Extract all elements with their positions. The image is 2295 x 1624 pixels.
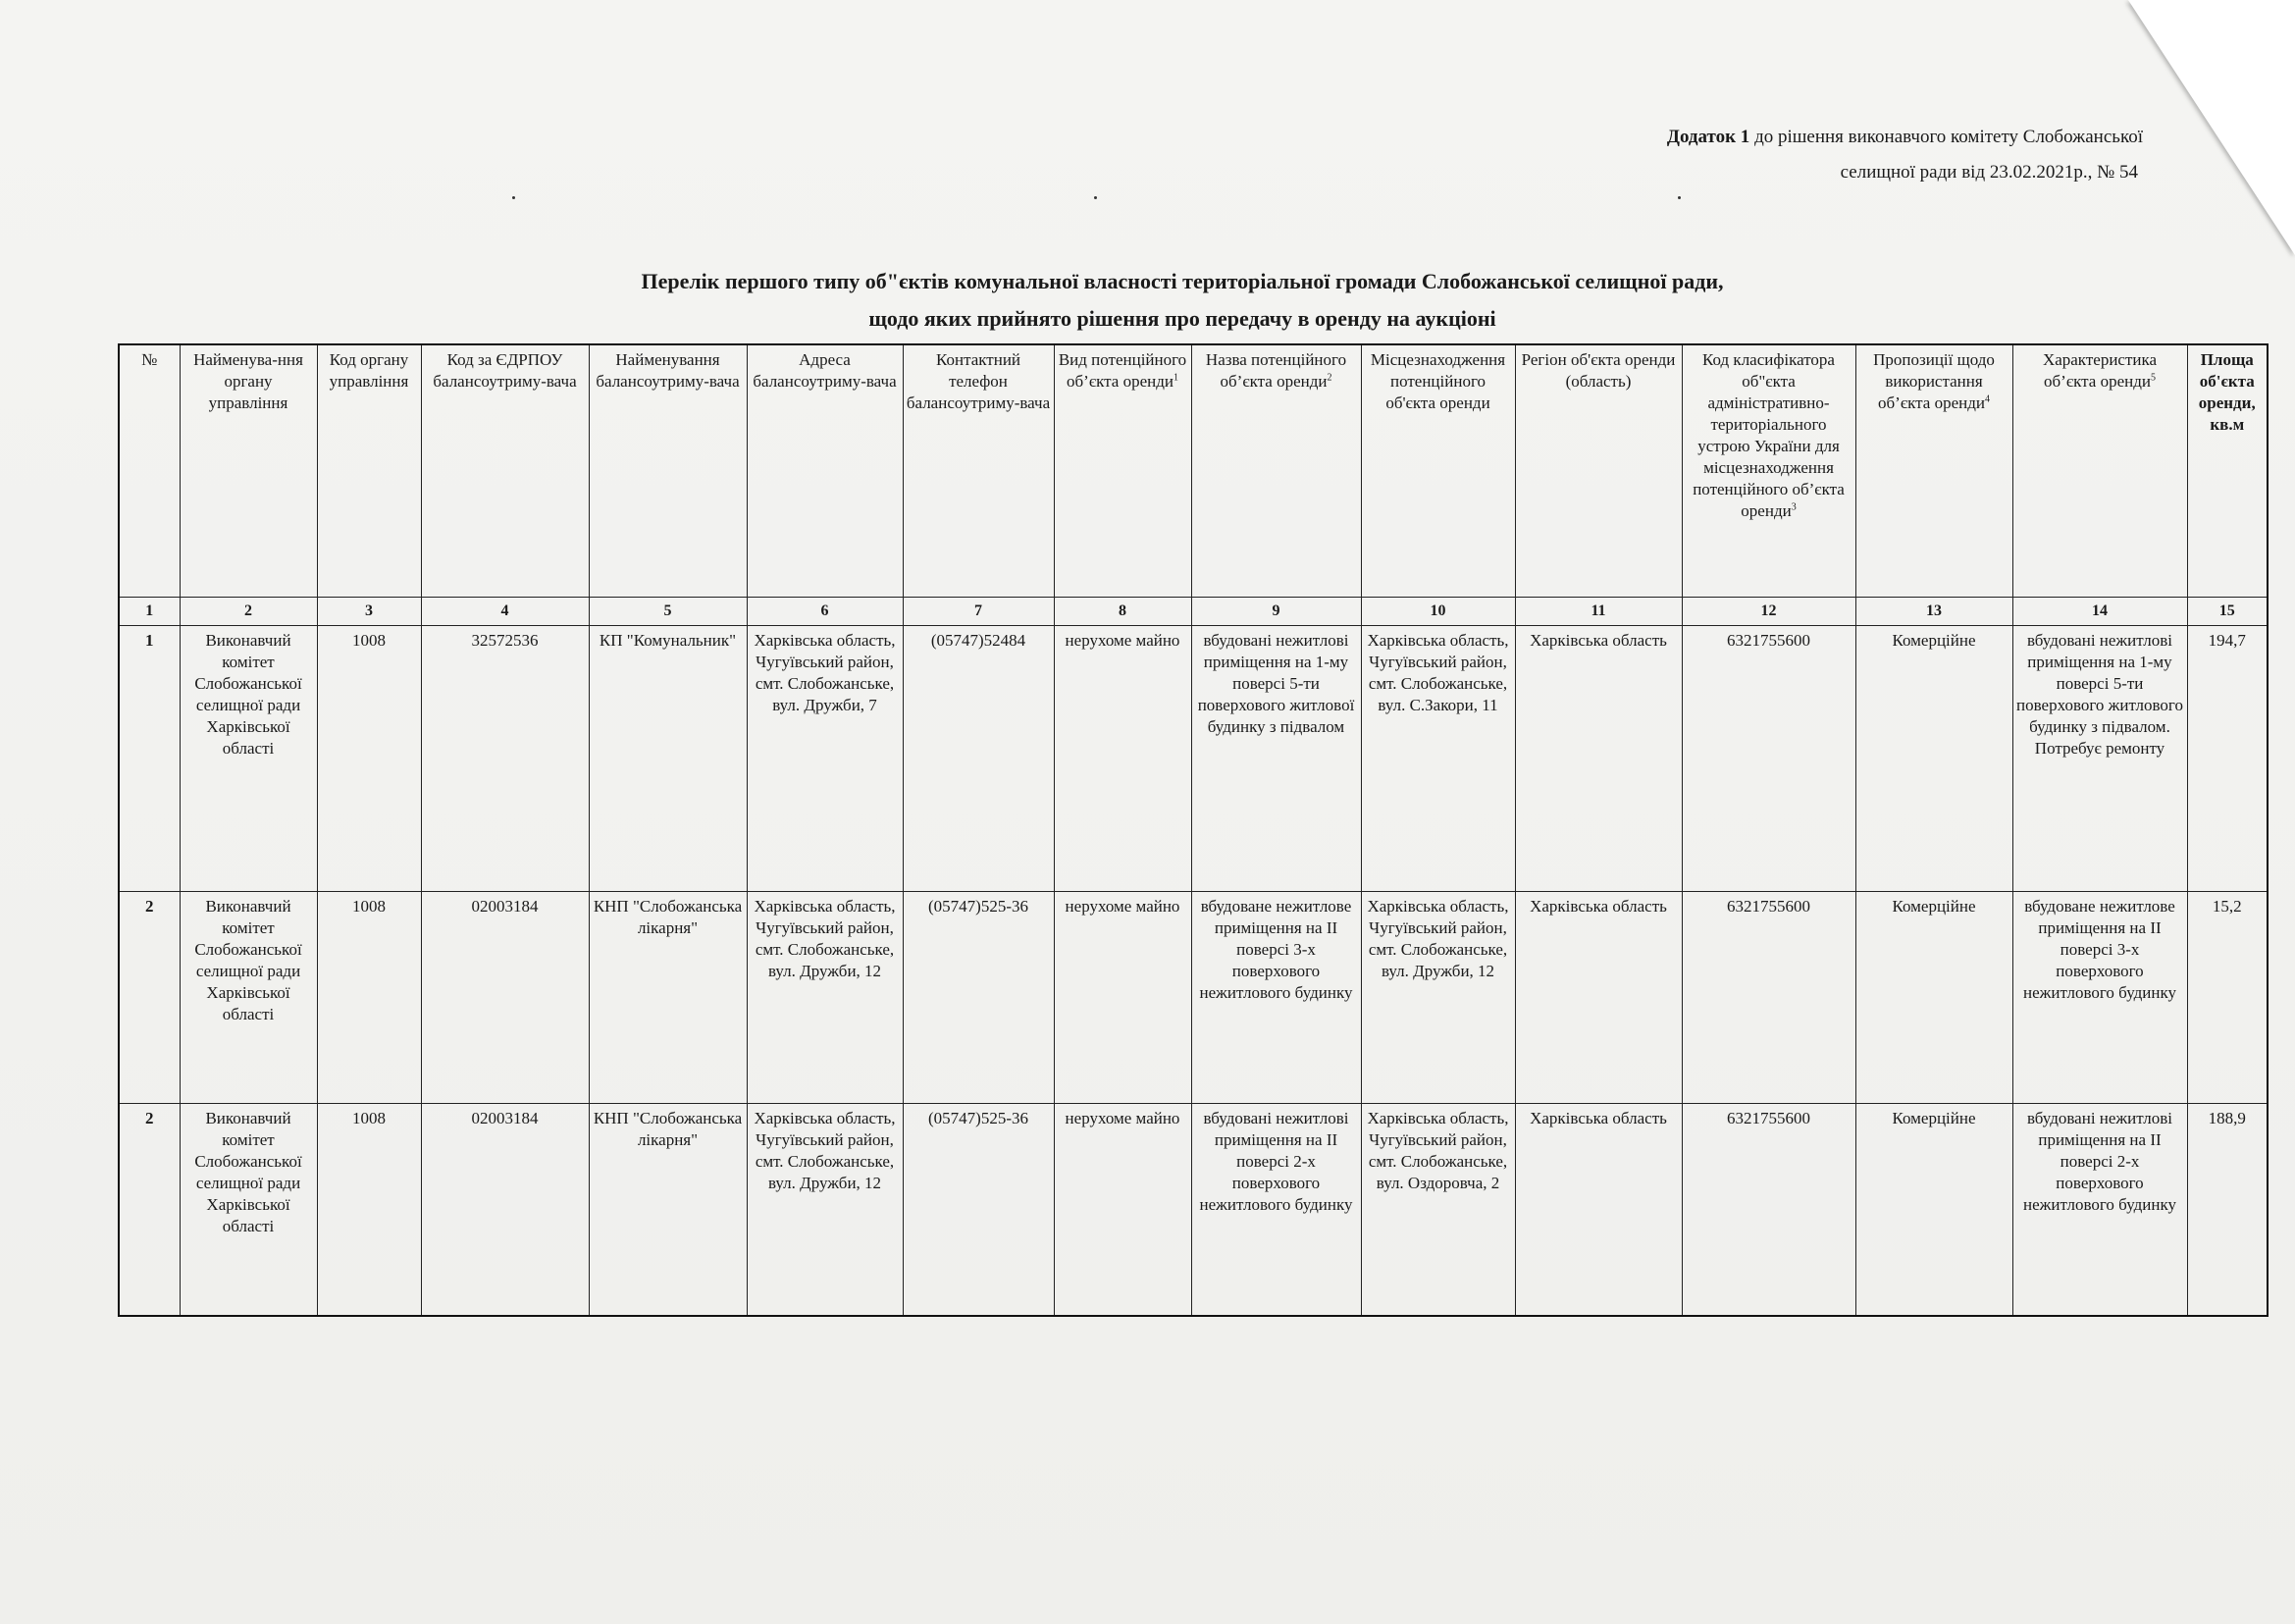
- column-number: 15: [2187, 598, 2268, 626]
- header-cell: Площа об'єкта оренди, кв.м: [2187, 344, 2268, 598]
- folded-corner: [2128, 0, 2295, 255]
- location-cell: Харківська область, Чугуївський район, смт. Слобожанське, вул. Дружби, 12: [1361, 892, 1515, 1104]
- table-row: [119, 626, 2268, 892]
- kind-cell: нерухоме майно: [1054, 1104, 1191, 1317]
- column-number: 3: [317, 598, 421, 626]
- header-text: Пропозиції щодо використання об’єкта оренди: [1873, 350, 1995, 412]
- edrpou-cell: 02003184: [421, 892, 589, 1104]
- phone-cell: (05747)52484: [903, 626, 1054, 892]
- footnote-mark: 2: [1327, 372, 1332, 384]
- annex-number: Додаток 1: [1666, 127, 1750, 147]
- koatuu-cell: 6321755600: [1682, 892, 1855, 1104]
- column-number: 14: [2012, 598, 2187, 626]
- header-cell: [1855, 344, 2012, 598]
- title-line1: Перелік першого типу об"єктів комунальної власності територіальної громади Слобожанської селищної ради,: [641, 269, 1724, 293]
- column-number: 5: [589, 598, 747, 626]
- column-number: 11: [1515, 598, 1682, 626]
- address-cell: Харківська область, Чугуївський район, смт. Слобожанське, вул. Дружби, 7: [747, 626, 903, 892]
- scan-dot: [512, 196, 515, 199]
- region-cell: Харківська область: [1515, 626, 1682, 892]
- region-cell: Харківська область: [1515, 892, 1682, 1104]
- header-cell: №: [119, 344, 180, 598]
- header-cell: Місцезнаходження потенційного об'єкта оренди: [1361, 344, 1515, 598]
- column-number: 7: [903, 598, 1054, 626]
- object-name-cell: вбудовані нежитлові приміщення на ІІ поверсі 2-х поверхового нежитлового будинку: [1191, 1104, 1361, 1317]
- org-cell: Виконавчий комітет Слобожанської селищної ради Харківської області: [180, 1104, 317, 1317]
- table-row: [119, 892, 2268, 1104]
- holder-cell: КНП "Слобожанська лікарня": [589, 1104, 747, 1317]
- header-cell: Контактний телефон балансоутриму-вача: [903, 344, 1054, 598]
- column-number: 10: [1361, 598, 1515, 626]
- row-number: 2: [119, 892, 180, 1104]
- kind-cell: нерухоме майно: [1054, 626, 1191, 892]
- footnote-mark: 4: [1984, 393, 1990, 405]
- location-cell: Харківська область, Чугуївський район, смт. Слобожанське, вул. С.Закори, 11: [1361, 626, 1515, 892]
- org-cell: Виконавчий комітет Слобожанської селищної ради Харківської області: [180, 626, 317, 892]
- characteristic-cell: вбудоване нежитлове приміщення на ІІ поверсі 3-х поверхового нежитлового будинку: [2012, 892, 2187, 1104]
- column-number: 13: [1855, 598, 2012, 626]
- header-row: [119, 344, 2268, 598]
- row-number: 1: [119, 626, 180, 892]
- header-cell: Код за ЄДРПОУ балансоутриму-вача: [421, 344, 589, 598]
- header-cell: Найменування балансоутриму-вача: [589, 344, 747, 598]
- annex-line2: селищної ради від 23.02.2021р., № 54: [1840, 162, 2138, 183]
- column-number: 8: [1054, 598, 1191, 626]
- column-number: 4: [421, 598, 589, 626]
- phone-cell: (05747)525-36: [903, 892, 1054, 1104]
- area-cell: 188,9: [2187, 1104, 2268, 1317]
- header-cell: [1191, 344, 1361, 598]
- usage-cell: Комерційне: [1855, 892, 2012, 1104]
- document-title: [118, 263, 2247, 338]
- row-number: 2: [119, 1104, 180, 1317]
- column-number: 12: [1682, 598, 1855, 626]
- objects-table: [118, 343, 2269, 1317]
- characteristic-cell: вбудовані нежитлові приміщення на ІІ поверсі 2-х поверхового нежитлового будинку: [2012, 1104, 2187, 1317]
- phone-cell: (05747)525-36: [903, 1104, 1054, 1317]
- header-text: Характеристика об’єкта оренди: [2042, 350, 2158, 391]
- header-cell: Адреса балансоутриму-вача: [747, 344, 903, 598]
- column-number: 6: [747, 598, 903, 626]
- title-line2: щодо яких прийнято рішення про передачу в оренду на аукціоні: [868, 306, 1496, 331]
- column-number: 9: [1191, 598, 1361, 626]
- header-cell: Найменува-ння органу управління: [180, 344, 317, 598]
- scan-dot: [1678, 196, 1681, 199]
- footnote-mark: 3: [1791, 501, 1797, 513]
- annex-line1: до рішення виконавчого комітету Слобожанської: [1749, 127, 2143, 147]
- address-cell: Харківська область, Чугуївський район, смт. Слобожанське, вул. Дружби, 12: [747, 892, 903, 1104]
- edrpou-cell: 02003184: [421, 1104, 589, 1317]
- characteristic-cell: вбудовані нежитлові приміщення на 1-му поверсі 5-ти поверхового житлового будинку з підвалом. Потребує ремонту: [2012, 626, 2187, 892]
- object-name-cell: вбудоване нежитлове приміщення на ІІ поверсі 3-х поверхового нежитлового будинку: [1191, 892, 1361, 1104]
- location-cell: Харківська область, Чугуївський район, смт. Слобожанське, вул. Оздоровча, 2: [1361, 1104, 1515, 1317]
- object-name-cell: вбудовані нежитлові приміщення на 1-му поверсі 5-ти поверхового житлової будинку з підвалом: [1191, 626, 1361, 892]
- table-row: [119, 1104, 2268, 1317]
- header-text: Код класифікатора об"єкта адміністративно-територіального устрою України для місцезнаходження потенційного об’єкта оренди: [1693, 350, 1845, 520]
- org-cell: Виконавчий комітет Слобожанської селищної ради Харківської області: [180, 892, 317, 1104]
- header-text: Назва потенційного об’єкта оренди: [1205, 350, 1347, 391]
- header-cell: [1054, 344, 1191, 598]
- kind-cell: нерухоме майно: [1054, 892, 1191, 1104]
- koatuu-cell: 6321755600: [1682, 1104, 1855, 1317]
- footnote-mark: 1: [1173, 372, 1178, 384]
- header-cell: [1682, 344, 1855, 598]
- usage-cell: Комерційне: [1855, 626, 2012, 892]
- column-number: 1: [119, 598, 180, 626]
- column-number: 2: [180, 598, 317, 626]
- usage-cell: Комерційне: [1855, 1104, 2012, 1317]
- org-code-cell: 1008: [317, 626, 421, 892]
- org-code-cell: 1008: [317, 892, 421, 1104]
- holder-cell: КНП "Слобожанська лікарня": [589, 892, 747, 1104]
- column-number-row: [119, 598, 2268, 626]
- area-cell: 194,7: [2187, 626, 2268, 892]
- org-code-cell: 1008: [317, 1104, 421, 1317]
- header-cell: [2012, 344, 2187, 598]
- edrpou-cell: 32572536: [421, 626, 589, 892]
- scan-dot: [1094, 196, 1097, 199]
- header-cell: Код органу управління: [317, 344, 421, 598]
- region-cell: Харківська область: [1515, 1104, 1682, 1317]
- header-text: Вид потенційного об’єкта оренди: [1058, 350, 1187, 391]
- area-cell: 15,2: [2187, 892, 2268, 1104]
- annex-note: [1456, 120, 2143, 190]
- footnote-mark: 5: [2150, 372, 2156, 384]
- holder-cell: КП "Комунальник": [589, 626, 747, 892]
- koatuu-cell: 6321755600: [1682, 626, 1855, 892]
- address-cell: Харківська область, Чугуївський район, смт. Слобожанське, вул. Дружби, 12: [747, 1104, 903, 1317]
- header-cell: Регіон об'єкта оренди (область): [1515, 344, 1682, 598]
